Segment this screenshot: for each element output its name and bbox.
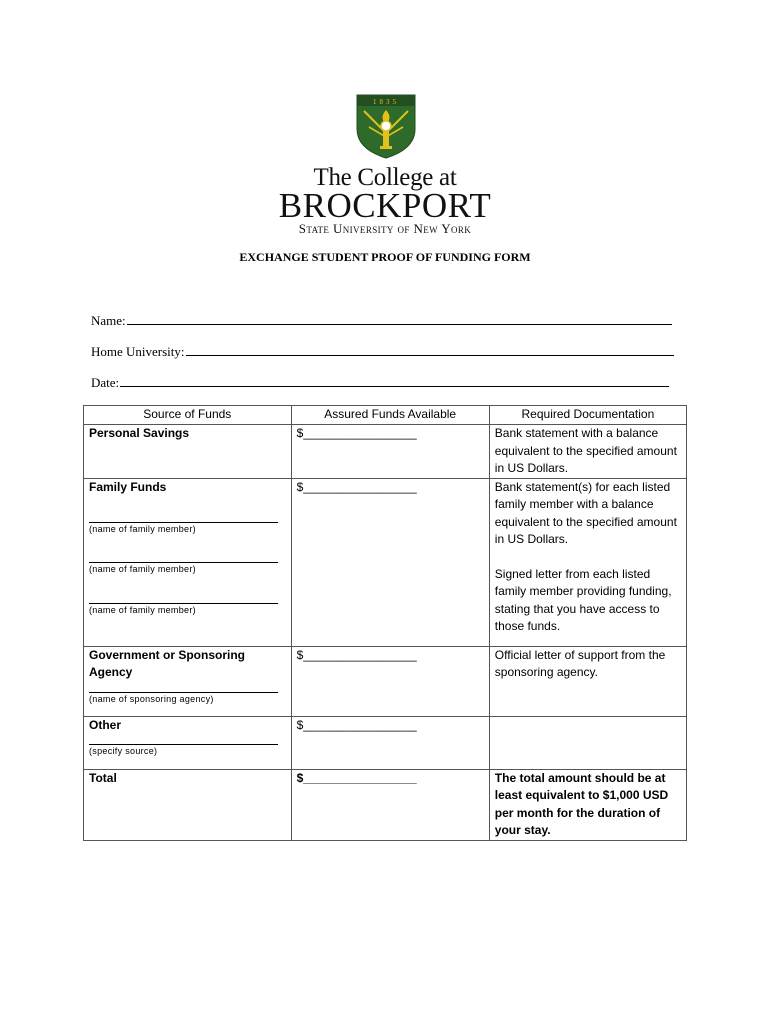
wordmark-brockport: BROCKPORT: [278, 186, 492, 225]
family-member-1-caption: (name of family member): [89, 524, 196, 534]
amount-government-agency[interactable]: $_________________: [296, 647, 417, 662]
date-label: Date:: [91, 375, 120, 390]
date-field[interactable]: [91, 375, 669, 391]
row-personal-savings: [84, 425, 687, 479]
specify-source-caption: (specify source): [89, 746, 158, 756]
family-member-3-caption: (name of family member): [89, 605, 196, 615]
row-other: [84, 716, 687, 769]
doc-government-agency: Official letter of support from the sponsoring agency.: [494, 647, 666, 679]
home-university-label: Home University:: [91, 344, 185, 359]
funding-table: [83, 405, 687, 841]
amount-other[interactable]: $_________________: [296, 717, 417, 732]
name-label: Name:: [91, 313, 126, 328]
home-university-field[interactable]: [91, 344, 674, 360]
source-personal-savings: Personal Savings: [89, 426, 190, 440]
wordmark-suny: State University of New York: [298, 221, 472, 236]
header-documentation: Required Documentation: [489, 406, 686, 425]
row-family-funds: [84, 478, 687, 646]
family-member-2-caption: (name of family member): [89, 564, 196, 574]
header-source: Source of Funds: [84, 406, 292, 425]
source-government-agency: Government or Sponsoring Agency: [89, 647, 246, 679]
doc-total: The total amount should be at least equivalent to $1,000 USD per month for the duration of your stay.: [494, 770, 669, 837]
date-input-line[interactable]: [120, 376, 669, 387]
brockport-shield-logo-icon: [355, 93, 417, 159]
amount-family-funds[interactable]: $_________________: [296, 479, 417, 494]
svg-text:1835: 1835: [373, 98, 399, 106]
home-university-input-line[interactable]: [186, 345, 674, 356]
row-total: [84, 769, 687, 840]
name-input-line[interactable]: [127, 314, 672, 325]
form-title: EXCHANGE STUDENT PROOF OF FUNDING FORM: [239, 250, 531, 264]
doc-family-funds-statement: Bank statement(s) for each listed family member with a balance equivalent to the specified amount in US Dollars.: [494, 479, 677, 546]
doc-other-empty: [489, 716, 686, 769]
header-amount: Assured Funds Available: [291, 406, 489, 425]
source-other: Other: [89, 717, 122, 732]
source-total: Total: [89, 770, 117, 785]
doc-family-funds-letter: Signed letter from each listed family member providing funding, stating that you have access to those funds.: [494, 566, 672, 633]
table-header-row: [84, 406, 687, 425]
doc-personal-savings: Bank statement with a balance equivalent to the specified amount in US Dollars.: [494, 426, 677, 475]
row-government-agency: [84, 646, 687, 716]
wordmark-line-1: The College at: [313, 164, 457, 191]
name-field[interactable]: [91, 313, 672, 329]
amount-total[interactable]: $_________________: [296, 770, 417, 785]
sponsoring-agency-caption: (name of sponsoring agency): [89, 693, 214, 704]
source-family-funds: Family Funds: [89, 479, 167, 494]
amount-personal-savings[interactable]: $_________________: [296, 426, 417, 440]
